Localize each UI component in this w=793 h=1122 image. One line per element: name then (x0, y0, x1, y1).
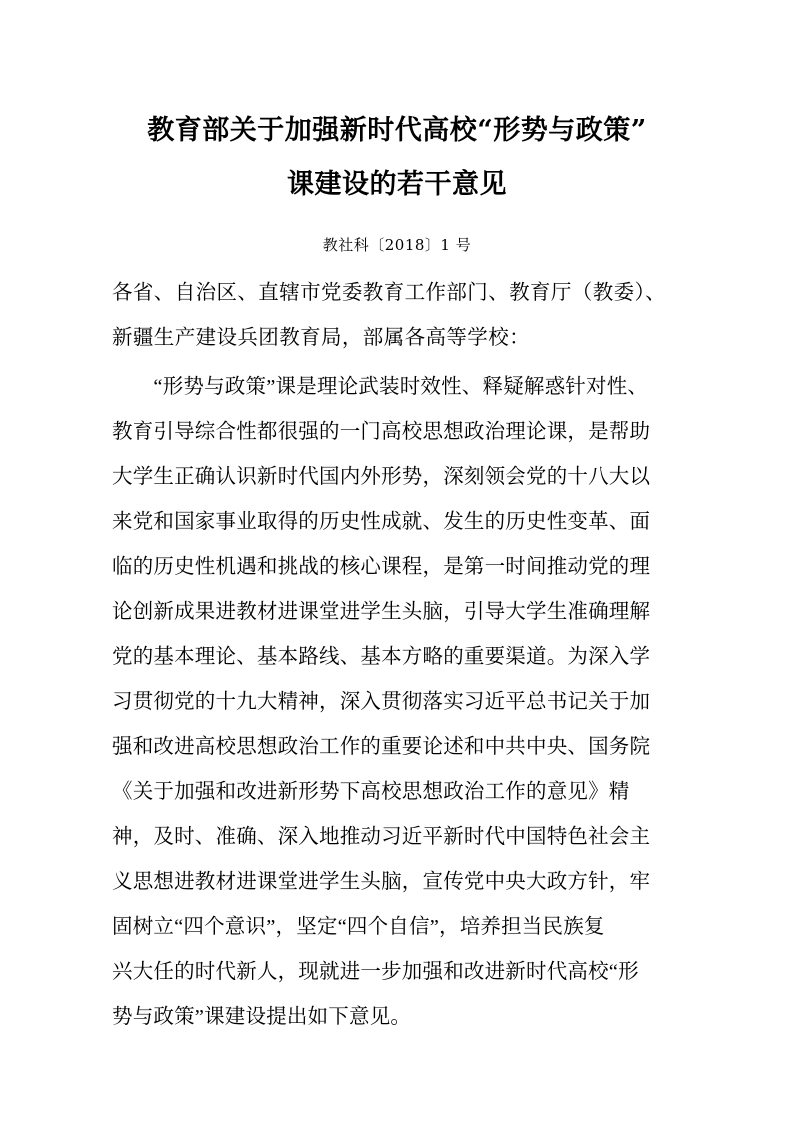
paragraph-line: 教育引导综合性都很强的一门高校思想政治理论课，是帮助 (112, 421, 651, 443)
paragraph-line: 论创新成果进教材进课堂进学生头脑，引导大学生准确理解 (112, 601, 651, 623)
paragraph-line: 党的基本理论、基本路线、基本方略的重要渠道。为深入学 (112, 646, 651, 668)
paragraph-line: 固树立“四个意识”，坚定“四个自信”，培养担当民族复 (112, 916, 605, 938)
paragraph-line: 大学生正确认识新时代国内外形势，深刻领会党的十八大以 (112, 466, 651, 488)
paragraph-line: 强和改进高校思想政治工作的重要论述和中共中央、国务院 (112, 736, 651, 758)
paragraph-line: 临的历史性机遇和挑战的核心课程，是第一时间推动党的理 (112, 556, 651, 578)
page-title (112, 104, 682, 212)
paragraph-line: 来党和国家事业取得的历史性成就、发生的历史性变革、面 (112, 511, 651, 533)
paragraph-line: 义思想进教材进课堂进学生头脑，宣传党中央大政方针，牢 (112, 871, 651, 893)
page-title-line-1: 教育部关于加强新时代高校“形势与政策” (147, 115, 647, 146)
page-title-line-2: 课建设的若干意见 (287, 169, 507, 200)
paragraph-line: 神，及时、准确、深入地推动习近平新时代中国特色社会主 (112, 826, 651, 848)
recipient-block (112, 271, 682, 361)
paragraph-line: 习贯彻党的十九大精神，深入贯彻落实习近平总书记关于加 (112, 691, 651, 713)
paragraph-line: 兴大任的时代新人，现就进一步加强和改进新时代高校“形 (112, 961, 639, 983)
paragraph-line: “形势与政策”课是理论武装时效性、释疑解惑针对性、 (112, 376, 649, 398)
body-paragraph (112, 365, 682, 1040)
document-body (112, 104, 682, 1040)
paragraph-line: 势与政策”课建设提出如下意见。 (112, 1006, 412, 1028)
recipient-line: 新疆生产建设兵团教育局，部属各高等学校： (112, 327, 530, 349)
recipient-line: 各省、自治区、直辖市党委教育工作部门、教育厅（教委）、 (112, 282, 667, 304)
paragraph-line: 《关于加强和改进新形势下高校思想政治工作的意见》精 (112, 781, 630, 803)
document-number: 教社科〔2018〕1 号 (322, 236, 472, 254)
